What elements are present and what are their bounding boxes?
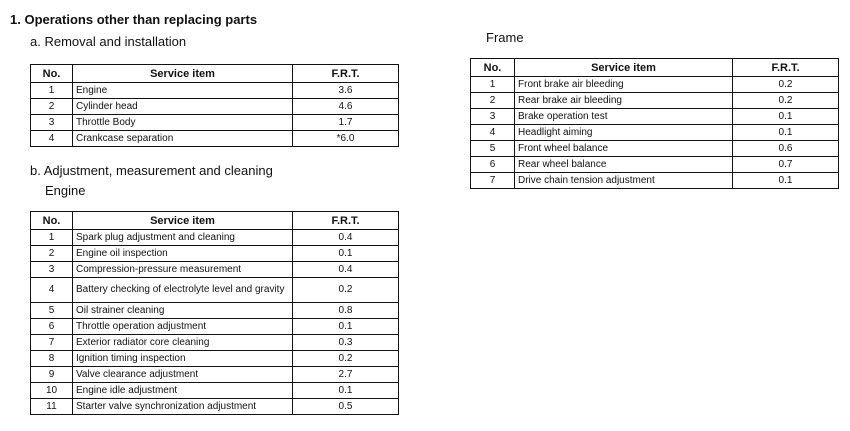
- removal-table: [30, 64, 399, 147]
- adjustment-subheading: b. Adjustment, measurement and cleaning: [30, 163, 273, 178]
- table-row: [31, 351, 399, 367]
- section-title: 1. Operations other than replacing parts: [10, 12, 258, 27]
- row-number: 2: [471, 93, 515, 109]
- row-number: 1: [31, 230, 73, 246]
- table-row: [471, 77, 839, 93]
- service-item-cell: Compression-pressure measurement: [73, 262, 293, 278]
- header-no: No.: [31, 212, 73, 230]
- header-no: No.: [471, 59, 515, 77]
- service-item-cell: Drive chain tension adjustment: [515, 173, 733, 189]
- service-item-cell: Oil strainer cleaning: [73, 303, 293, 319]
- table-row: [31, 262, 399, 278]
- header-service-item: Service item: [515, 59, 733, 77]
- removal-subheading: a. Removal and installation: [30, 34, 187, 49]
- table-header-row: [471, 59, 839, 77]
- row-number: 7: [471, 173, 515, 189]
- row-number: 4: [31, 278, 73, 303]
- row-number: 1: [471, 77, 515, 93]
- frt-value-cell: 0.6: [733, 141, 839, 157]
- engine-table: [30, 211, 399, 415]
- row-number: 6: [471, 157, 515, 173]
- service-item-cell: Ignition timing inspection: [73, 351, 293, 367]
- service-item-cell: Headlight aiming: [515, 125, 733, 141]
- row-number: 4: [31, 131, 73, 147]
- frt-value-cell: 0.2: [293, 278, 399, 303]
- table-row: [31, 131, 399, 147]
- frt-value-cell: 0.3: [293, 335, 399, 351]
- table-header-row: [31, 212, 399, 230]
- service-item-cell: Front brake air bleeding: [515, 77, 733, 93]
- frt-value-cell: 2.7: [293, 367, 399, 383]
- row-number: 8: [31, 351, 73, 367]
- frt-value-cell: *6.0: [293, 131, 399, 147]
- table-row: [31, 383, 399, 399]
- table-row: [471, 173, 839, 189]
- service-item-cell: Throttle Body: [73, 115, 293, 131]
- frame-heading: Frame: [486, 30, 524, 45]
- table-row: [31, 246, 399, 262]
- table-row: [31, 303, 399, 319]
- row-number: 1: [31, 83, 73, 99]
- removal-body: [31, 83, 399, 147]
- header-frt: F.R.T.: [733, 59, 839, 77]
- service-item-cell: Crankcase separation: [73, 131, 293, 147]
- table-row: [31, 335, 399, 351]
- frame-table: [470, 58, 839, 189]
- row-number: 3: [31, 115, 73, 131]
- service-item-cell: Brake operation test: [515, 109, 733, 125]
- table-row: [31, 319, 399, 335]
- row-number: 2: [31, 99, 73, 115]
- frt-value-cell: 0.2: [733, 77, 839, 93]
- row-number: 5: [471, 141, 515, 157]
- table-row: [471, 93, 839, 109]
- table-row: [471, 157, 839, 173]
- engine-body: [31, 230, 399, 415]
- table-row: [31, 115, 399, 131]
- frt-value-cell: 0.1: [293, 246, 399, 262]
- frt-value-cell: 4.6: [293, 99, 399, 115]
- service-item-cell: Battery checking of electrolyte level and gravity: [73, 278, 293, 303]
- header-frt: F.R.T.: [293, 212, 399, 230]
- frt-value-cell: 0.1: [293, 383, 399, 399]
- service-item-cell: Valve clearance adjustment: [73, 367, 293, 383]
- row-number: 9: [31, 367, 73, 383]
- header-no: No.: [31, 65, 73, 83]
- row-number: 4: [471, 125, 515, 141]
- row-number: 6: [31, 319, 73, 335]
- frt-value-cell: 0.8: [293, 303, 399, 319]
- row-number: 3: [31, 262, 73, 278]
- header-service-item: Service item: [73, 212, 293, 230]
- frt-value-cell: 0.1: [733, 109, 839, 125]
- frt-value-cell: 0.4: [293, 262, 399, 278]
- service-item-cell: Cylinder head: [73, 99, 293, 115]
- header-service-item: Service item: [73, 65, 293, 83]
- table-row: [471, 141, 839, 157]
- row-number: 11: [31, 399, 73, 415]
- table-row: [31, 278, 399, 303]
- engine-heading: Engine: [45, 183, 86, 198]
- service-item-cell: Rear wheel balance: [515, 157, 733, 173]
- frt-value-cell: 0.1: [293, 319, 399, 335]
- row-number: 3: [471, 109, 515, 125]
- service-item-cell: Engine idle adjustment: [73, 383, 293, 399]
- service-item-cell: Spark plug adjustment and cleaning: [73, 230, 293, 246]
- service-item-cell: Front wheel balance: [515, 141, 733, 157]
- table-header-row: [31, 65, 399, 83]
- table-row: [471, 125, 839, 141]
- service-item-cell: Throttle operation adjustment: [73, 319, 293, 335]
- table-row: [31, 99, 399, 115]
- frt-value-cell: 0.2: [733, 93, 839, 109]
- row-number: 10: [31, 383, 73, 399]
- frt-value-cell: 3.6: [293, 83, 399, 99]
- frame-body: [471, 77, 839, 189]
- row-number: 7: [31, 335, 73, 351]
- frt-value-cell: 0.7: [733, 157, 839, 173]
- row-number: 5: [31, 303, 73, 319]
- table-row: [31, 83, 399, 99]
- frt-value-cell: 0.1: [733, 125, 839, 141]
- table-row: [471, 109, 839, 125]
- frt-value-cell: 0.4: [293, 230, 399, 246]
- service-item-cell: Starter valve synchronization adjustment: [73, 399, 293, 415]
- service-item-cell: Engine: [73, 83, 293, 99]
- table-row: [31, 367, 399, 383]
- service-item-cell: Engine oil inspection: [73, 246, 293, 262]
- row-number: 2: [31, 246, 73, 262]
- table-row: [31, 399, 399, 415]
- frt-value-cell: 0.1: [733, 173, 839, 189]
- frt-value-cell: 0.5: [293, 399, 399, 415]
- service-item-cell: Exterior radiator core cleaning: [73, 335, 293, 351]
- frt-value-cell: 1.7: [293, 115, 399, 131]
- frt-value-cell: 0.2: [293, 351, 399, 367]
- service-item-cell: Rear brake air bleeding: [515, 93, 733, 109]
- table-row: [31, 230, 399, 246]
- header-frt: F.R.T.: [293, 65, 399, 83]
